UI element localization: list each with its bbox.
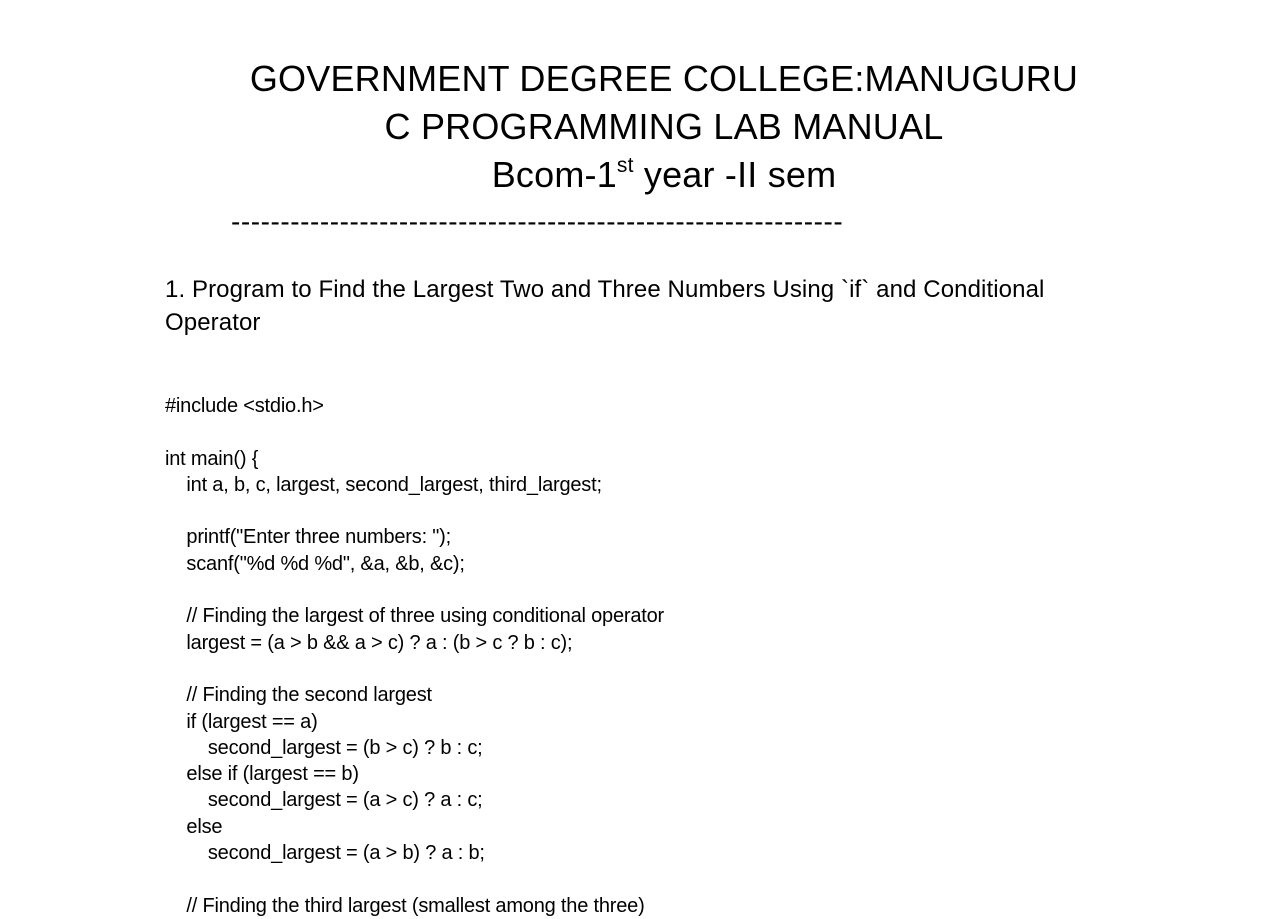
code-line: scanf("%d %d %d", &a, &b, &c); xyxy=(165,552,465,575)
code-line: printf("Enter three numbers: "); xyxy=(165,526,451,549)
code-line: if (largest == a) xyxy=(165,710,318,733)
code-line xyxy=(165,419,664,445)
code-line: int a, b, c, largest, second_largest, third_largest; xyxy=(165,473,602,496)
code-line: // Finding the largest of three using conditional operator xyxy=(165,605,665,628)
course-suffix: year -II sem xyxy=(633,154,837,195)
manual-title: C PROGRAMMING LAB MANUAL xyxy=(384,106,944,147)
college-title: GOVERNMENT DEGREE COLLEGE:MANUGURU xyxy=(249,58,1079,99)
code-line: second_largest = (a > b) ? a : b; xyxy=(165,842,485,865)
code-line: else if (largest == b) xyxy=(165,763,359,786)
code-line: #include <stdio.h> xyxy=(165,395,324,417)
code-line: // Finding the third largest (smallest among the three) xyxy=(165,894,645,917)
code-block xyxy=(165,393,664,919)
course-superscript: st xyxy=(616,154,634,177)
code-line: second_largest = (a > c) ? a : c; xyxy=(165,789,483,812)
code-line xyxy=(165,577,664,603)
document-header xyxy=(0,55,1275,199)
code-line: second_largest = (b > c) ? b : c; xyxy=(165,736,483,759)
code-line: else xyxy=(165,815,223,838)
course-title xyxy=(0,151,1275,199)
course-prefix: Bcom-1 xyxy=(491,154,617,195)
code-line: // Finding the second largest xyxy=(165,684,432,707)
code-line: largest = (a > b && a > c) ? a : (b > c ? b : c); xyxy=(165,631,573,654)
program-heading: 1. Program to Find the Largest Two and Three Numbers Using `if` and Conditional Operator xyxy=(165,276,1045,336)
header-divider: -------------------------------------------------------------- xyxy=(231,206,844,237)
code-line xyxy=(165,498,664,524)
code-line xyxy=(165,656,664,682)
code-line: int main() { xyxy=(165,447,259,470)
code-line xyxy=(165,866,664,892)
